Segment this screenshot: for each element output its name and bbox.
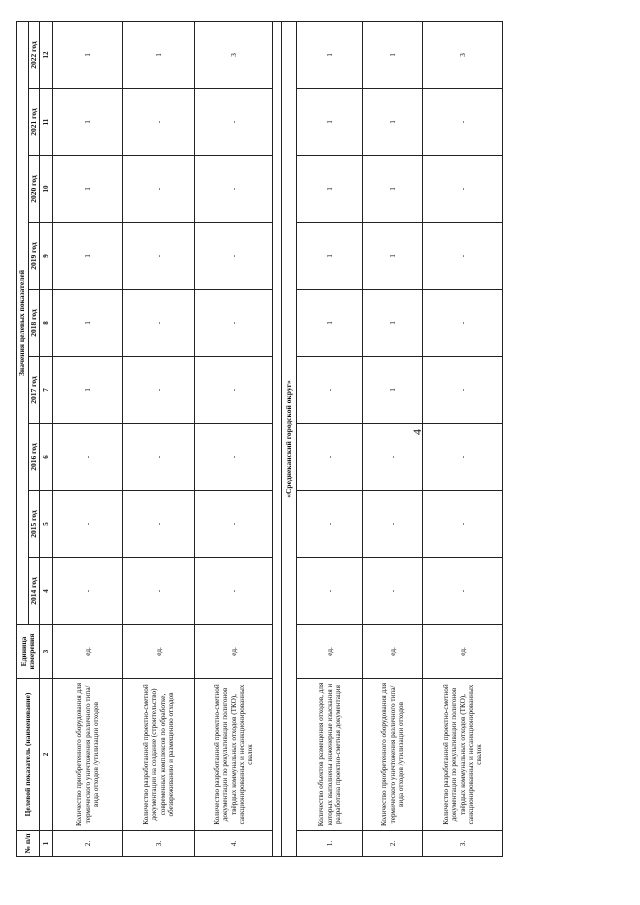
row-number: 3. <box>423 831 503 857</box>
value-cell: 1 <box>53 156 123 223</box>
value-cell: - <box>297 558 363 625</box>
section-title: «Среднеканский городской округ» <box>282 22 297 857</box>
section-row <box>282 22 297 857</box>
value-cell: - <box>123 223 195 290</box>
table-row <box>423 22 503 857</box>
header-year: 2016 год <box>28 424 40 491</box>
value-cell: - <box>123 491 195 558</box>
value-cell: 1 <box>53 223 123 290</box>
value-cell: 3 <box>195 22 273 89</box>
row-number: 2. <box>363 831 423 857</box>
row-number: 3. <box>123 831 195 857</box>
value-cell: - <box>423 223 503 290</box>
value-cell: 1 <box>363 22 423 89</box>
value-cell: - <box>423 491 503 558</box>
value-cell: 1 <box>123 22 195 89</box>
table-row <box>53 22 123 857</box>
value-cell: 1 <box>53 89 123 156</box>
value-cell: 1 <box>363 156 423 223</box>
indicator-name: Количество объектов размещения отходов, для которых выполнены инженерные изыскания и разработана проектно-сметная документация <box>297 679 363 831</box>
column-number: 11 <box>40 89 53 156</box>
value-cell: - <box>195 223 273 290</box>
value-cell: - <box>53 491 123 558</box>
row-number: 1. <box>297 831 363 857</box>
value-cell: - <box>363 424 423 491</box>
value-cell: 1 <box>53 357 123 424</box>
value-cell: 1 <box>363 357 423 424</box>
value-cell: 1 <box>297 156 363 223</box>
page-number: 4 <box>410 429 424 435</box>
table-group-2 <box>297 22 503 857</box>
header-values-group: Значения целевых показателей <box>17 22 29 625</box>
table-row <box>363 22 423 857</box>
table-row <box>195 22 273 857</box>
value-cell: 1 <box>297 22 363 89</box>
value-cell: - <box>123 357 195 424</box>
row-number: 2. <box>53 831 123 857</box>
indicator-name: Количество разработанной проектно-сметной документации на создание (строительство) современных комплексов по обработке, обезвреживанию и размещению отходов <box>123 679 195 831</box>
value-cell: 1 <box>53 290 123 357</box>
column-number: 12 <box>40 22 53 89</box>
unit-cell: ед. <box>195 625 273 679</box>
value-cell: - <box>423 357 503 424</box>
value-cell: - <box>195 357 273 424</box>
value-cell: - <box>297 424 363 491</box>
value-cell: - <box>195 156 273 223</box>
unit-cell: ед. <box>297 625 363 679</box>
table-row <box>297 22 363 857</box>
header-year: 2021 год <box>28 89 40 156</box>
value-cell: 1 <box>297 290 363 357</box>
value-cell: 1 <box>53 22 123 89</box>
header-num: № п/п <box>17 831 40 857</box>
column-number: 6 <box>40 424 53 491</box>
header-year: 2017 год <box>28 357 40 424</box>
value-cell: - <box>423 89 503 156</box>
value-cell: 1 <box>297 89 363 156</box>
target-indicators-table <box>16 21 503 857</box>
gap-row <box>273 22 282 857</box>
header-unit: Единица измерения <box>17 625 40 679</box>
value-cell: - <box>297 491 363 558</box>
value-cell: 1 <box>297 223 363 290</box>
value-cell: - <box>123 156 195 223</box>
row-number: 4. <box>195 831 273 857</box>
unit-cell: ед. <box>53 625 123 679</box>
value-cell: 3 <box>423 22 503 89</box>
value-cell: - <box>423 424 503 491</box>
value-cell: - <box>53 558 123 625</box>
header-year: 2020 год <box>28 156 40 223</box>
column-number: 8 <box>40 290 53 357</box>
unit-cell: ед. <box>123 625 195 679</box>
value-cell: - <box>53 424 123 491</box>
unit-cell: ед. <box>363 625 423 679</box>
value-cell: - <box>123 290 195 357</box>
value-cell: - <box>123 558 195 625</box>
table-row <box>123 22 195 857</box>
column-number: 7 <box>40 357 53 424</box>
indicator-name: Количество приобретенного оборудования для термического уничтожения различного типа/вида отходов /утилизации отходов <box>53 679 123 831</box>
indicator-name: Количество разработанной проектно-сметной документации по рекультивации полигонов твёрдых коммунальных отходов (ТКО), санкционированных и несанкционированных свалок <box>195 679 273 831</box>
value-cell: - <box>297 357 363 424</box>
unit-cell: ед. <box>423 625 503 679</box>
header-year: 2019 год <box>28 223 40 290</box>
gap-cell <box>273 22 282 857</box>
value-cell: - <box>363 491 423 558</box>
table-group-1 <box>53 22 273 857</box>
column-number: 9 <box>40 223 53 290</box>
column-number: 4 <box>40 558 53 625</box>
value-cell: - <box>195 290 273 357</box>
value-cell: - <box>195 558 273 625</box>
header-year: 2015 год <box>28 491 40 558</box>
column-numbers-row <box>40 22 53 857</box>
value-cell: - <box>423 558 503 625</box>
value-cell: - <box>423 290 503 357</box>
header-year: 2022 год <box>28 22 40 89</box>
value-cell: - <box>195 491 273 558</box>
header-year: 2014 год <box>28 558 40 625</box>
indicator-name: Количество приобретенного оборудования для термического уничтожения различного типа/вида отходов /утилизации отходов <box>363 679 423 831</box>
header-indicator: Целевой показатель (наименование) <box>17 679 40 831</box>
value-cell: - <box>123 424 195 491</box>
value-cell: - <box>423 156 503 223</box>
value-cell: 1 <box>363 223 423 290</box>
header-year: 2018 год <box>28 290 40 357</box>
indicator-name: Количество разработанной проектно-сметной документации по рекультивации полигонов твёрдых коммунальных отходов (ТКО), санкционированных и несанкционированных свалок <box>423 679 503 831</box>
column-number: 1 <box>40 831 53 857</box>
value-cell: - <box>123 89 195 156</box>
column-number: 10 <box>40 156 53 223</box>
value-cell: - <box>363 558 423 625</box>
value-cell: - <box>195 89 273 156</box>
column-number: 2 <box>40 679 53 831</box>
value-cell: 1 <box>363 290 423 357</box>
column-number: 3 <box>40 625 53 679</box>
value-cell: 1 <box>363 89 423 156</box>
value-cell: - <box>195 424 273 491</box>
column-number: 5 <box>40 491 53 558</box>
header-row <box>17 22 29 857</box>
